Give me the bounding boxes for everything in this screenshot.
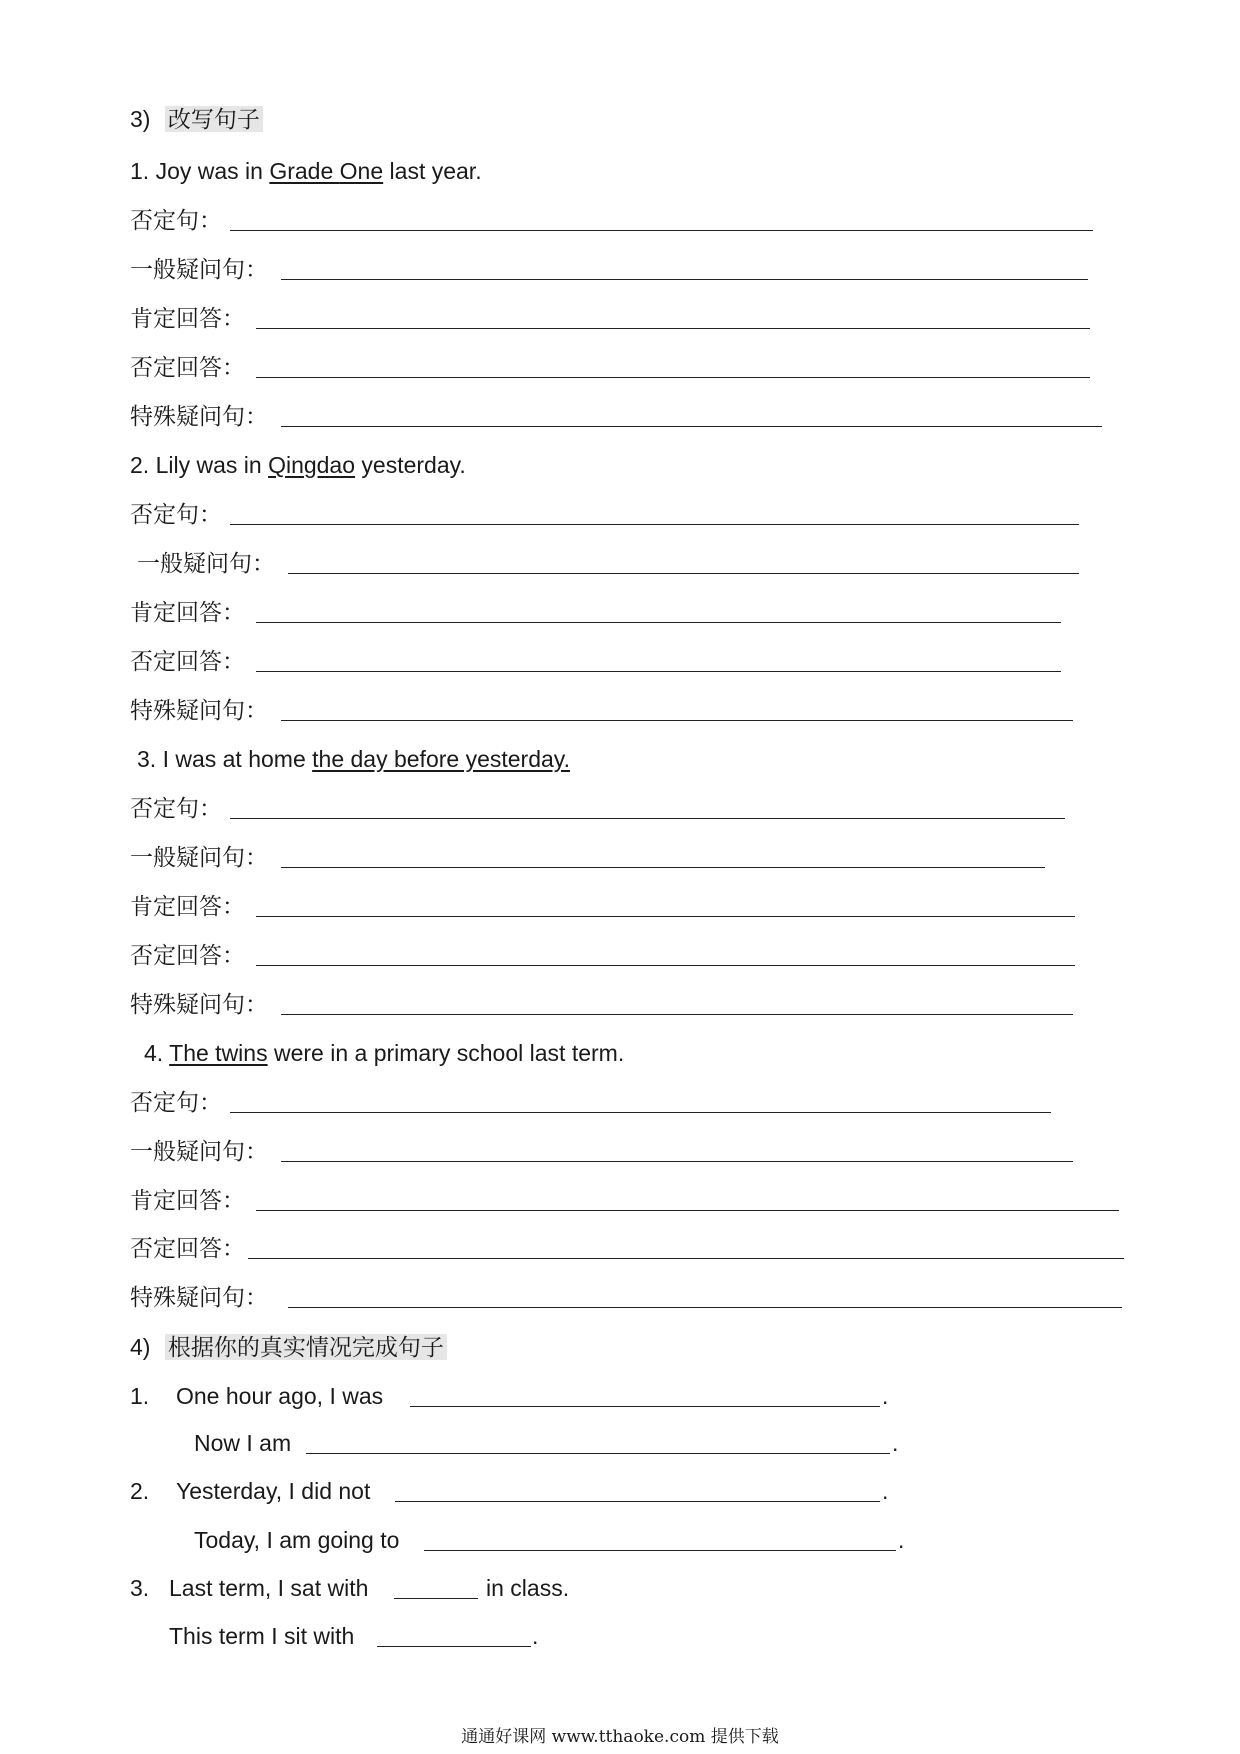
item-2-negative-label: 否定句： [130,501,222,527]
s4-item-1-blank1[interactable] [410,1406,880,1407]
item-1-negative-answer-blank[interactable] [256,377,1090,378]
item-2-general-question-label: 一般疑问句： [137,550,275,576]
item-2-negative-blank[interactable] [230,524,1079,525]
item-1-suffix: last year. [383,158,482,184]
item-1-general-question-blank[interactable] [281,279,1088,280]
item-2-general-question-blank[interactable] [288,573,1079,574]
item-3-positive-answer-label: 肯定回答： [130,893,245,919]
s4-item-1-line2: Now I am [194,1430,292,1456]
item-4-special-question-label: 特殊疑问句： [130,1284,268,1310]
section-3-heading [130,104,263,134]
page-footer: 通通好课网 www.tthaoke.com 提供下载 [461,1727,779,1747]
item-3-negative-blank[interactable] [230,818,1065,819]
item-3-prefix: 3. I was at home [137,746,313,772]
item-2-prefix: 2. Lily was in [130,452,269,478]
s4-item-3-blank1[interactable] [394,1598,478,1599]
item-1-negative-blank[interactable] [230,230,1093,231]
item-1-special-question-blank[interactable] [281,426,1102,427]
item-4-general-question-blank[interactable] [281,1161,1073,1162]
item-2-suffix: yesterday. [355,452,466,478]
s4-item-3-line1a: Last term, I sat with [169,1575,369,1601]
item-1-grade: Grade [269,158,340,184]
item-2-positive-answer-blank[interactable] [256,622,1061,623]
item-1-prefix: 1. Joy was in [130,158,270,184]
item-3-special-question-blank[interactable] [281,1014,1073,1015]
item-3-negative-answer-blank[interactable] [256,965,1075,966]
s4-item-2-end2: . [898,1527,905,1553]
item-3-general-question-blank[interactable] [281,867,1045,868]
item-1-sentence [130,156,482,186]
item-4-negative-blank[interactable] [230,1112,1051,1113]
item-4-suffix: were in a primary school last term. [267,1040,625,1066]
section-3-number: 3) [130,106,151,132]
section-3-title: 改写句子 [165,106,263,132]
s4-item-1-end2: . [892,1430,899,1456]
item-1-positive-answer-label: 肯定回答： [130,305,245,331]
item-1-positive-answer-blank[interactable] [256,328,1090,329]
item-3-negative-label: 否定句： [130,795,222,821]
item-4-sentence [144,1038,624,1068]
s4-item-3-number: 3. [130,1575,150,1601]
item-4-underlined: The twins [169,1040,268,1066]
item-3-general-question-label: 一般疑问句： [130,844,268,870]
item-3-negative-answer-label: 否定回答： [130,942,245,968]
s4-item-2-blank2[interactable] [424,1550,896,1551]
item-4-general-question-label: 一般疑问句： [130,1138,268,1164]
s4-item-2-line1: Yesterday, I did not [176,1478,371,1504]
s4-item-3-blank2[interactable] [377,1646,531,1647]
item-4-special-question-blank[interactable] [288,1307,1122,1308]
item-2-positive-answer-label: 肯定回答： [130,599,245,625]
item-2-special-question-label: 特殊疑问句： [130,697,268,723]
item-1-negative-label: 否定句： [130,207,222,233]
item-4-negative-answer-label: 否定回答： [130,1235,245,1261]
item-1-underlined: One [339,158,384,184]
s4-item-2-line2: Today, I am going to [194,1527,400,1553]
item-4-positive-answer-label: 肯定回答： [130,1187,245,1213]
item-2-negative-answer-blank[interactable] [256,671,1061,672]
s4-item-1-end1: . [882,1383,889,1409]
item-1-special-question-label: 特殊疑问句： [130,403,268,429]
item-2-sentence [130,450,466,480]
item-3-sentence [137,744,570,774]
s4-item-2-blank1[interactable] [395,1501,880,1502]
item-3-underlined: the day before yesterday. [312,746,570,772]
s4-item-2-end1: . [882,1478,889,1504]
item-1-negative-answer-label: 否定回答： [130,354,245,380]
item-4-prefix: 4. [144,1040,170,1066]
item-1-general-question-label: 一般疑问句： [130,256,268,282]
s4-item-3-line2: This term I sit with [169,1623,355,1649]
section-4-heading [130,1332,447,1362]
s4-item-1-number: 1. [130,1383,150,1409]
s4-item-1-line1: One hour ago, I was [176,1383,384,1409]
s4-item-3-line1b: in class. [486,1575,570,1601]
item-2-negative-answer-label: 否定回答： [130,648,245,674]
s4-item-3-end2: . [532,1623,539,1649]
item-2-special-question-blank[interactable] [281,720,1073,721]
item-4-positive-answer-blank[interactable] [256,1210,1119,1211]
item-3-special-question-label: 特殊疑问句： [130,991,268,1017]
item-3-positive-answer-blank[interactable] [256,916,1075,917]
item-2-underlined: Qingdao [268,452,356,478]
item-4-negative-answer-blank[interactable] [248,1258,1124,1259]
s4-item-2-number: 2. [130,1478,150,1504]
item-4-negative-label: 否定句： [130,1089,222,1115]
s4-item-1-blank2[interactable] [306,1453,890,1454]
section-4-number: 4) [130,1334,151,1360]
section-4-title: 根据你的真实情况完成句子 [165,1334,447,1360]
